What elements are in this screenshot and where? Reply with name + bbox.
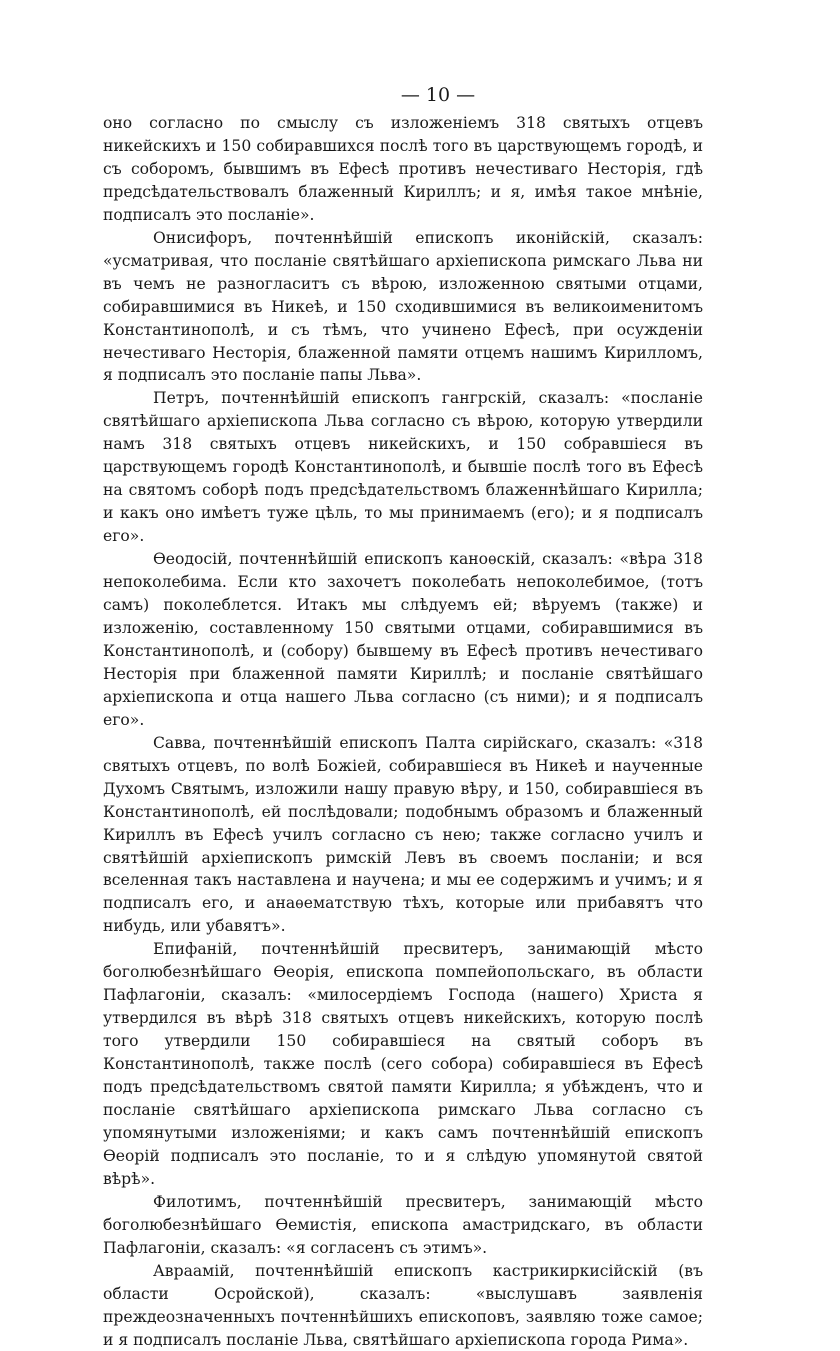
- paragraph: Ѳеодосій, почтеннѣйшій епископъ каноѳскій, сказалъ: «вѣра 318 непоколебима. Если кто захочетъ поколебать непоколебимое, (тотъ самъ) поколеблется. Итакъ мы слѣдуемъ ей; вѣруемъ (также) и изложенію, составленному 150 святыми отцами, собиравшимися въ Константинополѣ, и (собору) бывшему въ Ефесѣ противъ нечестиваго Несторія при блаженной памяти Кириллѣ; и посланіе святѣйшаго архіепископа и отца нашего Льва согласно (съ ними); и я подписалъ его».: [103, 550, 703, 729]
- body-text: [103, 112, 703, 1351]
- paragraph: Авраамій, почтеннѣйшій епископъ кастрикиркисійскій (въ области Осройской), сказалъ: «выслушавъ заявленія преждеозначенныхъ почтеннѣйшихъ епископовъ, заявляю тоже самое; и я подписалъ посланіе Льва, святѣйшаго архіепископа города Рима».: [103, 1261, 703, 1349]
- paragraph: Епифаній, почтеннѣйшій пресвитеръ, занимающій мѣсто боголюбезнѣйшаго Ѳеорія, епископа помпейопольскаго, въ области Пафлагоніи, сказалъ: «милосердіемъ Господа (нашего) Христа я утвердился въ вѣрѣ 318 святыхъ отцевъ никейскихъ, которую послѣ того утвердили 150 собиравшіеся на святый соборъ въ Константинополѣ, также послѣ (сего собора) собиравшіеся въ Ефесѣ подъ предсѣдательствомъ святой памяти Кирилла; я убѣжденъ, что и посланіе святѣйшаго архіепископа римскаго Льва согласно съ упомянутыми изложеніями; и какъ самъ почтеннѣйшій епископъ Ѳеорій подписалъ это посланіе, то и я слѣдую упомянутой святой вѣрѣ».: [103, 940, 703, 1188]
- paragraph: оно согласно по смыслу съ изложеніемъ 318 святыхъ отцевъ никейскихъ и 150 собиравшихся послѣ того въ царствующемъ городѣ, и съ соборомъ, бывшимъ въ Ефесѣ противъ нечестиваго Несторія, гдѣ предсѣдательствовалъ блаженный Кириллъ; и я, имѣя такое мнѣніе, подписалъ это посланіе».: [103, 114, 703, 224]
- paragraph: Савва, почтеннѣйшій епископъ Палта сирійскаго, сказалъ: «318 святыхъ отцевъ, по волѣ Божіей, собиравшіеся въ Никеѣ и наученные Духомъ Святымъ, изложили нашу правую вѣру, и 150, собиравшіеся въ Константинополѣ, ей послѣдовали; подобнымъ образомъ и блаженный Кириллъ въ Ефесѣ училъ согласно съ нею; также согласно училъ и святѣйшій архіепископъ римскій Левъ въ своемъ посланіи; и вся вселенная такъ наставлена и научена; и мы ее содержимъ и учимъ; и я подписалъ его, и анаѳематствую тѣхъ, которые или прибавятъ что нибудь, или убавятъ».: [103, 733, 703, 936]
- document-page: [103, 82, 703, 1351]
- paragraph: Филотимъ, почтеннѣйшій пресвитеръ, занимающій мѣсто боголюбезнѣйшаго Ѳемистія, епископа амастридскаго, въ области Пафлагоніи, сказалъ: «я согласенъ съ этимъ».: [103, 1192, 703, 1257]
- page-number: — 10 —: [400, 84, 476, 106]
- paragraph: Онисифоръ, почтеннѣйшій епископъ иконійскій, сказалъ: «усматривая, что посланіе святѣйшаго архіепископа римскаго Льва ни въ чемъ не разногласитъ съ вѣрою, изложенною святыми отцами, собиравшимися въ Никеѣ, и 150 сходившимися въ великоименитомъ Константинополѣ, и съ тѣмъ, что учинено Ефесѣ, при осужденіи нечестиваго Несторія, блаженной памяти отцемъ нашимъ Кирилломъ, я подписалъ это посланіе папы Льва».: [103, 228, 703, 385]
- paragraph: Петръ, почтеннѣйшій епископъ гангрскій, сказалъ: «посланіе святѣйшаго архіепископа Льва согласно съ вѣрою, которую утвердили намъ 318 святыхъ отцевъ никейскихъ, и 150 собравшіеся въ царствующемъ городѣ Константинополѣ, и бывшіе послѣ того въ Ефесѣ на святомъ соборѣ подъ предсѣдательствомъ блаженнѣйшаго Кирилла; и какъ оно имѣетъ туже цѣль, то мы принимаемъ (его); и я подписалъ его».: [103, 389, 703, 546]
